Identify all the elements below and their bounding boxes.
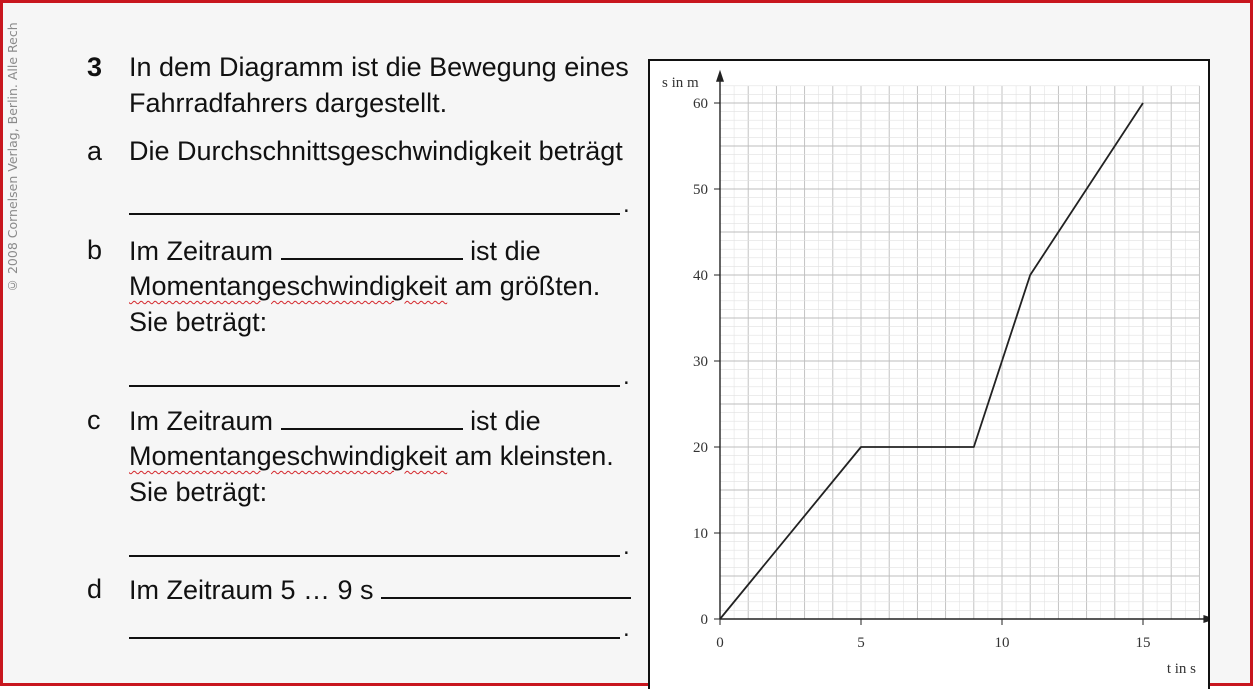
x-tick-label: 5	[857, 635, 865, 651]
subtask-c-text-start: Im Zeitraum	[129, 406, 274, 436]
answer-end-d: .	[623, 615, 630, 642]
x-tick-label: 15	[1135, 635, 1151, 651]
y-tick-label: 50	[693, 182, 708, 198]
subtask-c-line2-rest: am kleinsten.	[447, 441, 614, 471]
y-tick-label: 0	[700, 612, 708, 628]
subtask-b-label: b	[87, 235, 103, 265]
subtask-a-label: a	[87, 136, 103, 166]
answer-end-c: .	[623, 533, 630, 560]
answer-end-a: .	[623, 191, 630, 218]
subtask-d-text: Im Zeitraum 5 … 9 s	[129, 575, 374, 605]
y-tick-label: 60	[693, 96, 708, 112]
subtask-b-line3: Sie beträgt:	[129, 307, 268, 337]
intro-line-1: In dem Diagramm ist die Bewegung eines	[129, 52, 629, 82]
y-tick-label: 20	[693, 440, 708, 456]
answer-line-d[interactable]	[129, 637, 620, 639]
blank-timespan-b[interactable]	[281, 232, 463, 260]
subtask-a-text: Die Durchschnittsgeschwindigkeit beträgt	[129, 136, 623, 166]
intro-line-2: Fahrradfahrers dargestellt.	[129, 88, 448, 118]
subtask-b-line2-rest: am größten.	[447, 271, 601, 301]
subtask-c-text-mid: ist die	[470, 406, 541, 436]
subtask-c-label: c	[87, 405, 101, 435]
x-tick-label: 0	[716, 635, 724, 651]
x-axis-arrow	[1203, 615, 1208, 623]
y-axis-label: s in m	[662, 75, 699, 91]
y-tick-label: 40	[693, 268, 708, 284]
blank-timespan-c[interactable]	[281, 402, 463, 430]
subtask-c-line3: Sie beträgt:	[129, 477, 268, 507]
y-tick-label: 10	[693, 526, 708, 542]
x-axis-label: t in s	[1166, 661, 1196, 677]
x-tick-label: 10	[994, 635, 1010, 651]
subtask-b-text-mid: ist die	[470, 236, 541, 266]
subtask-d-label: d	[87, 574, 103, 604]
distance-time-chart	[648, 59, 1210, 689]
subtask-b-text-start: Im Zeitraum	[129, 236, 274, 266]
task-number: 3	[87, 52, 103, 82]
answer-line-c[interactable]	[129, 555, 620, 557]
answer-end-b: .	[623, 363, 630, 390]
spellcheck-word-c: Momentangeschwindigkeit	[129, 441, 448, 471]
blank-answer-d-1[interactable]	[381, 571, 631, 599]
answer-line-b[interactable]	[129, 385, 620, 387]
y-axis-arrow	[716, 70, 724, 82]
copyright-notice: © 2008 Cornelsen Verlag, Berlin. Alle Rech	[5, 22, 20, 293]
y-tick-label: 30	[693, 354, 708, 370]
answer-line-a[interactable]	[129, 213, 620, 215]
chart-svg	[650, 61, 1208, 689]
spellcheck-word-b: Momentangeschwindigkeit	[129, 271, 448, 301]
